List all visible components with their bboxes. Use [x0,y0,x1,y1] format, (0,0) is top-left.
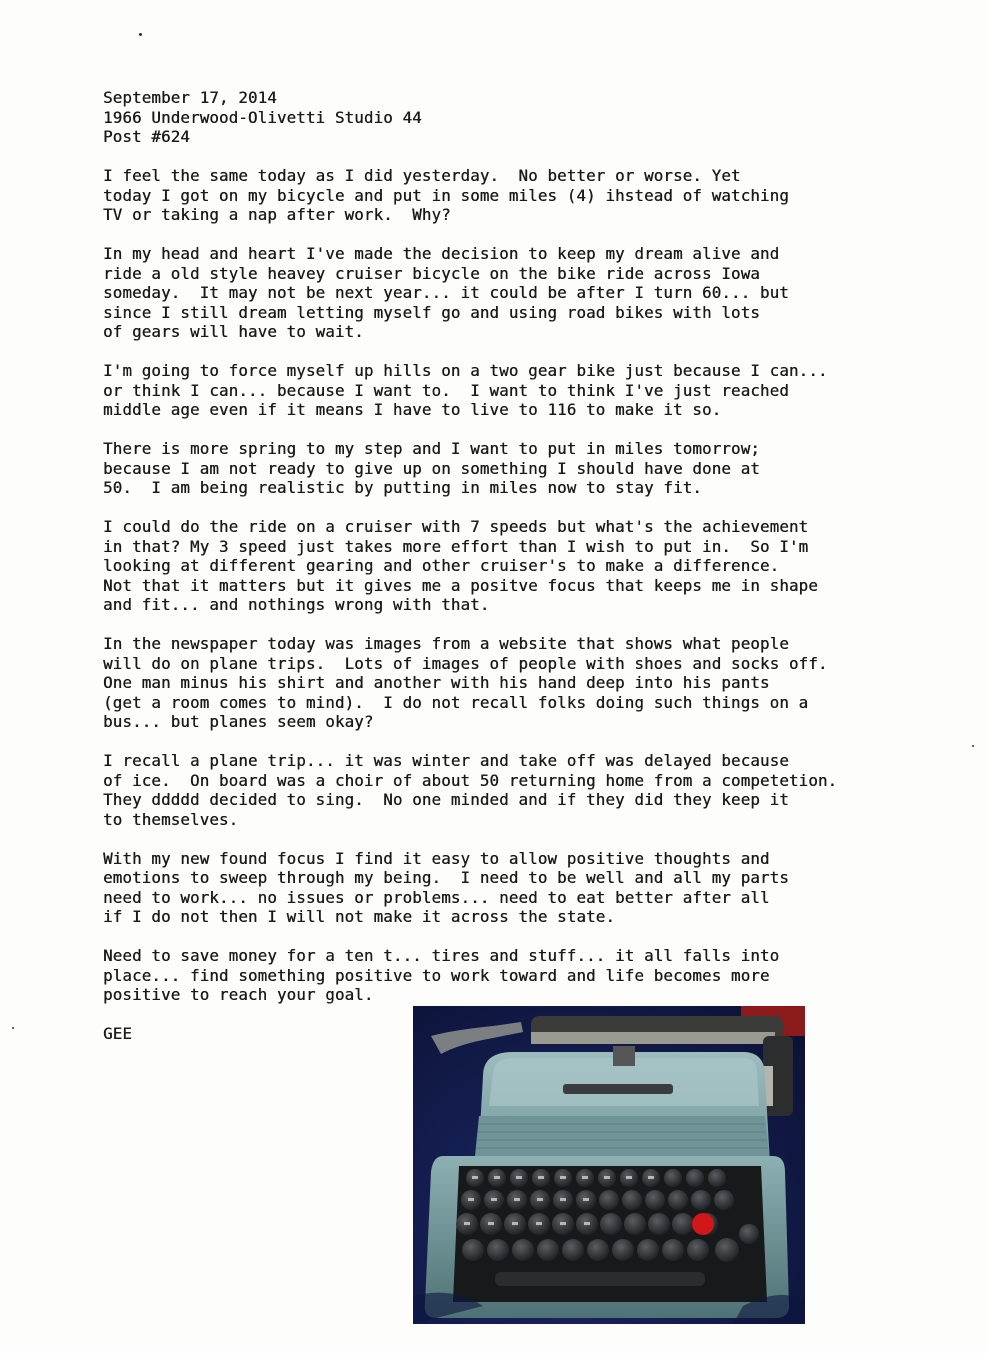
typewriter-model: 1966 Underwood-Olivetti Studio 44 [103,107,422,127]
paper-rest [531,1032,775,1044]
letter-header [103,88,883,147]
text-line: positive to reach your goal. [103,985,374,1004]
paragraph [103,361,883,420]
text-line: I'm going to force myself up hills on a two gear bike just because I can... [103,361,828,380]
text-line: With my new found focus I find it easy to allow positive thoughts and [103,848,770,868]
text-line: In the newspaper today was images from a website that shows what people [103,634,789,653]
text-line: They ddddd decided to sing. No one minded and if they did they keep it [103,790,789,809]
paragraph [103,166,883,225]
text-line: or think I can... because I want to. I want to think I've just reached [103,380,789,400]
text-line: In my head and heart I've made the decision to keep my dream alive and [103,244,780,263]
return-key [739,1224,759,1244]
text-line: someday. It may not be next year... it could be after I turn 60... but [103,283,789,302]
text-line: TV or taking a nap after work. Why? [103,205,451,224]
paper-speck [972,745,974,747]
paper-speck [12,1027,14,1029]
text-line: One man minus his shirt and another with his hand deep into his pants [103,673,770,692]
text-line: because I am not ready to give up on something I should have done at [103,458,760,478]
typewriter-photo [413,1006,805,1324]
paragraph [103,244,883,342]
carriage-return-lever [431,1022,523,1054]
text-line: in that? My 3 speed just takes more effort than I wish to put in. So I'm [103,536,809,556]
post-number: Post #624 [103,127,190,146]
text-line: 50. I am being realistic by putting in miles now to stay fit. [103,478,702,497]
text-line: if I do not then I will not make it across the state. [103,907,616,926]
red-margin-release-key [692,1213,714,1235]
shift-key [715,1238,739,1262]
text-line: of ice. On board was a choir of about 50 returning home from a competetion. [103,770,838,790]
text-line: today I got on my bicycle and put in some miles (4) ihstead of watching [103,185,789,205]
text-line: looking at different gearing and other cruiser's to make a difference. [103,556,780,575]
brand-plate [563,1084,673,1094]
paper-speck [139,33,142,36]
paragraph [103,439,883,498]
type-guide [613,1046,635,1066]
text-line: (get a room comes to mind). I do not recall folks doing such things on a [103,692,809,712]
text-line: Need to save money for a ten t... tires and stuff... it all falls into [103,946,780,965]
paragraph [103,751,883,829]
text-line: Not that it matters but it gives me a positve focus that keeps me in shape [103,575,818,595]
text-line: I recall a plane trip... it was winter and take off was delayed because [103,751,789,770]
text-line: ride a old style heavey cruiser bicycle on the bike ride across Iowa [103,263,760,283]
text-line: middle age even if it means I have to live to 116 to make it so. [103,400,722,419]
letter-body [103,88,883,1044]
text-line: I could do the ride on a cruiser with 7 speeds but what's the achievement [103,517,809,536]
text-line: to themselves. [103,809,239,829]
text-line: will do on plane trips. Lots of images of people with shoes and socks off. [103,653,828,673]
paragraph [103,946,883,1005]
text-line: and fit... and nothings wrong with that. [103,595,490,614]
space-bar [495,1272,705,1286]
letter-date: September 17, 2014 [103,88,277,107]
text-line: need to work... no issues or problems... need to eat better after all [103,887,770,907]
paragraph [103,517,883,615]
text-line: place... find something positive to work toward and life becomes more [103,965,770,985]
paragraph [103,849,883,927]
text-line: since I still dream letting myself go and using road bikes with lots [103,302,760,322]
text-line: bus... but planes seem okay? [103,712,374,731]
text-line: of gears will have to wait. [103,322,364,341]
front-panel [475,1116,769,1156]
paragraph [103,634,883,732]
typewriter-illustration [413,1006,805,1324]
text-line: There is more spring to my step and I want to put in miles tomorrow; [103,439,760,458]
text-line: emotions to sweep through my being. I need to be well and all my parts [103,868,789,887]
text-line: I feel the same today as I did yesterday. No better or worse. Yet [103,166,741,185]
signature: GEE [103,1024,132,1043]
